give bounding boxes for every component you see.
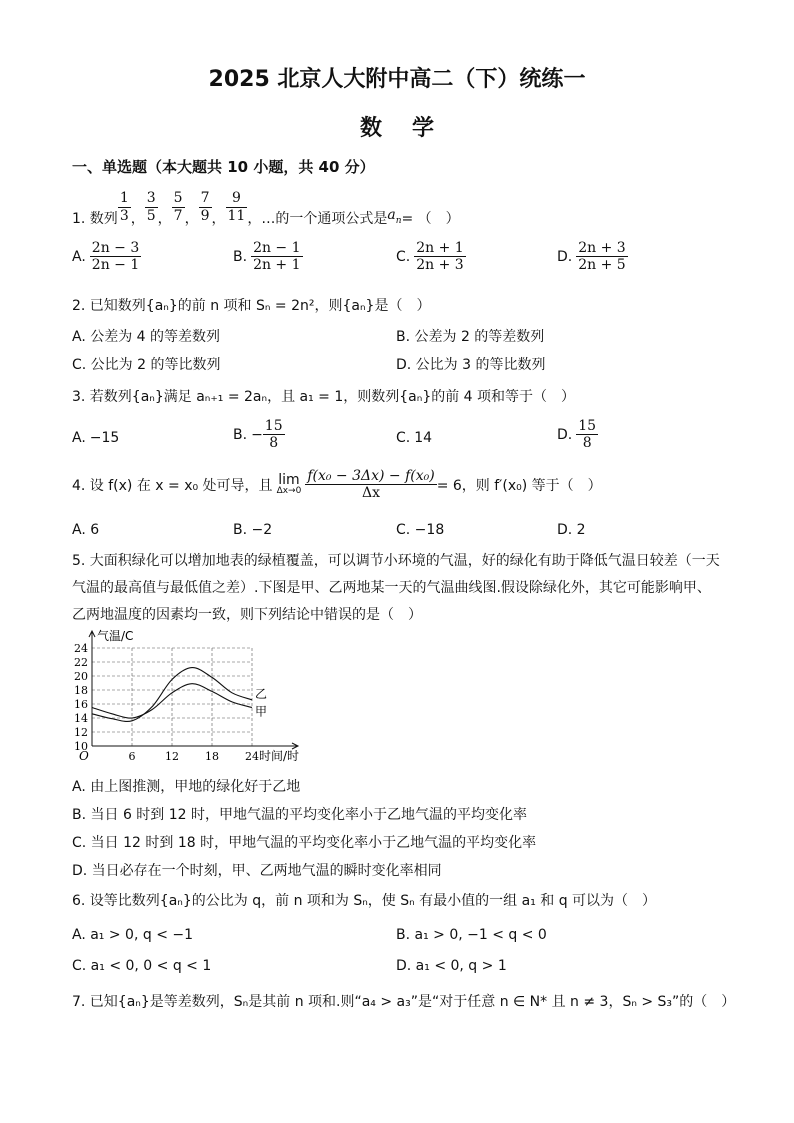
q3-option-a: A. −15 — [72, 430, 120, 446]
y-tick-label: 10 — [74, 740, 88, 753]
question-5-line-3: 乙两地温度的因素均一致，则下列结论中错误的是（ ） — [72, 607, 422, 623]
q4-option-a: A. 6 — [72, 522, 100, 538]
y-tick-label: 18 — [74, 684, 88, 697]
page-title: 2025 北京人大附中高二（下）统练一 — [208, 67, 586, 92]
q1-option-b: B. $\frac{2n - 1}{2n + 1}$ — [233, 240, 301, 274]
x-axis-label: 时间/时 — [259, 749, 300, 763]
q1-fraction: $\frac{9}{11}$ — [227, 190, 246, 224]
q1-prefix: 1. 数列 — [72, 211, 118, 227]
q1-suffix: ，…的一个通项公式是 — [247, 211, 388, 227]
q4-option-d: D. 2 — [557, 522, 586, 538]
y-tick-label: 12 — [74, 726, 88, 739]
x-tick-label: 6 — [128, 750, 136, 763]
y-tick-label: 14 — [74, 712, 88, 725]
q1-fraction: $\frac{7}{9}$ — [200, 190, 210, 224]
y-axis-label: 气温/C — [97, 629, 134, 643]
y-tick-label: 22 — [74, 656, 88, 669]
q1-option-d: D. $\frac{2n + 3}{2n + 5}$ — [557, 240, 626, 274]
q2-option-b: B. 公差为 2 的等差数列 — [396, 329, 545, 345]
question-5-line-2: 气温的最高值与最低值之差）.下图是甲、乙两地某一天的气温曲线图.假设除绿化外，其它可能影响甲、 — [72, 580, 711, 596]
x-tick-label: 18 — [205, 750, 219, 763]
question-5-line-1: 5. 大面积绿化可以增加地表的绿植覆盖，可以调节小环境的气温，好的绿化有助于降低气温日较差（一天 — [72, 553, 720, 569]
q5-option-c: C. 当日 12 时到 18 时，甲地气温的平均变化率小于乙地气温的平均变化率 — [72, 835, 537, 851]
q6-option-c: C. a₁ < 0, 0 < q < 1 — [72, 958, 212, 974]
x-tick-label: 24 — [245, 750, 259, 763]
x-tick-label: 12 — [165, 750, 179, 763]
question-3: 3. 若数列{aₙ}满足 aₙ₊₁ = 2aₙ，且 a₁ = 1，则数列{aₙ}的前 4 项和等于（ ） — [72, 389, 576, 405]
q6-option-b: B. a₁ > 0, −1 < q < 0 — [396, 927, 547, 943]
q3-option-c: C. 14 — [396, 430, 433, 446]
question-7: 7. 已知{aₙ}是等差数列，Sₙ是其前 n 项和.则“a₄ > a₃”是“对于任意 n ∈ N* 且 n ≠ 3，Sₙ > S₃”的（ ） — [72, 994, 736, 1010]
origin-label: O — [79, 749, 89, 763]
series-label: 乙 — [255, 686, 268, 701]
series-label: 甲 — [255, 704, 268, 719]
q1-fraction: $\frac{1}{3}$ — [119, 190, 129, 224]
q1-fraction: $\frac{3}{5}$ — [146, 190, 156, 224]
q3-option-d: D. $\frac{15}{8}$ — [557, 418, 597, 452]
q1-option-a: A. $\frac{2n - 3}{2n - 1}$ — [72, 240, 140, 274]
y-tick-label: 16 — [74, 698, 88, 711]
question-6: 6. 设等比数列{aₙ}的公比为 q，前 n 项和为 Sₙ，使 Sₙ 有最小值的一组 a₁ 和 q 可以为（ ） — [72, 893, 657, 909]
q5-option-b: B. 当日 6 时到 12 时，甲地气温的平均变化率小于乙地气温的平均变化率 — [72, 807, 528, 823]
section-heading: 一、单选题（本大题共 10 小题，共 40 分） — [72, 158, 375, 176]
q1-fraction: $\frac{5}{7}$ — [173, 190, 183, 224]
q3-option-b: B. − $\frac{15}{8}$ — [233, 418, 283, 452]
y-tick-label: 20 — [74, 670, 88, 683]
q5-option-a: A. 由上图推测，甲地的绿化好于乙地 — [72, 779, 301, 795]
q6-option-d: D. a₁ < 0, q > 1 — [396, 958, 507, 974]
q1-option-c: C. $\frac{2n + 1}{2n + 3}$ — [396, 240, 464, 274]
y-tick-label: 24 — [74, 642, 88, 655]
q5-option-d: D. 当日必存在一个时刻，甲、乙两地气温的瞬时变化率相同 — [72, 863, 442, 879]
question-2: 2. 已知数列{aₙ}的前 n 项和 Sₙ = 2n²，则{aₙ}是（ ） — [72, 298, 431, 314]
q2-option-c: C. 公比为 2 的等比数列 — [72, 357, 221, 373]
question-1: 1. 数列 $\frac{1}{3}$ ， $\frac{3}{5}$ ， $\frac{5}{7}$ ， $\frac{7}{9}$ ， $\frac{9}{11}$ ，…的一个通项公式是 $a_n$ = （ ） — [72, 190, 460, 227]
q4-option-b: B. −2 — [233, 522, 273, 538]
q2-option-d: D. 公比为 3 的等比数列 — [396, 357, 546, 373]
q6-option-a: A. a₁ > 0, q < −1 — [72, 927, 194, 943]
subject-title: 数学 — [359, 116, 464, 141]
q4-option-c: C. −18 — [396, 522, 445, 538]
temperature-chart — [68, 628, 308, 768]
question-4: 4. 设 f(x) 在 x = x₀ 处可导，且 lim Δx→0 $\frac{\text{f(x₀ − 3Δx) − f(x₀)}}{\Delta x}$ = 6，则 f′(x₀) 等于（ ） — [72, 468, 602, 502]
q1-an: $a_n$ — [387, 206, 402, 226]
q2-option-a: A. 公差为 4 的等差数列 — [72, 329, 221, 345]
q1-tail: = （ ） — [401, 211, 460, 227]
